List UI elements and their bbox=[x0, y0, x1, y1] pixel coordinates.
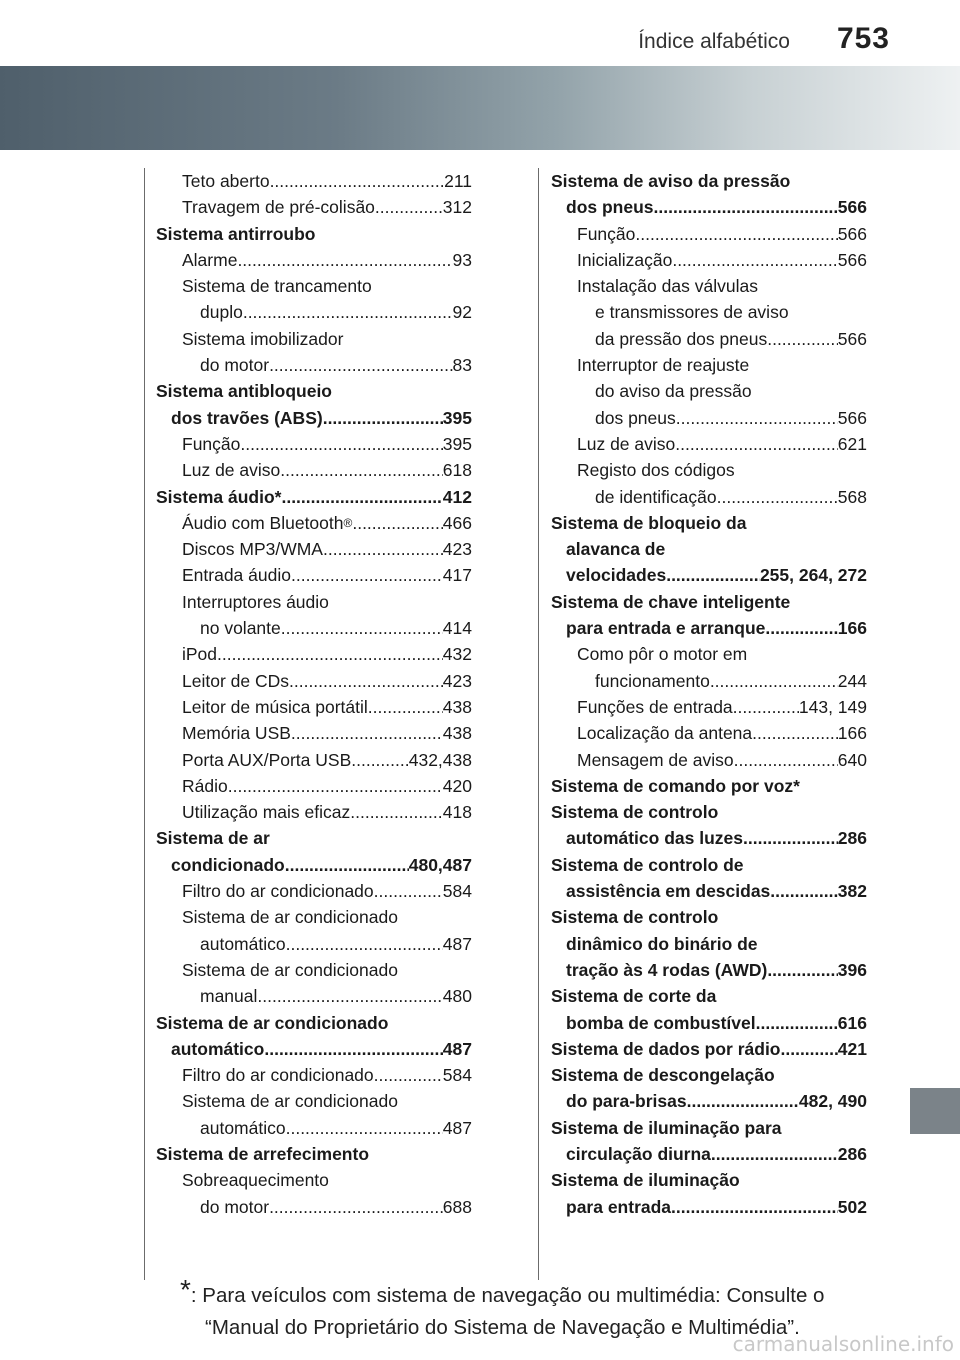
index-entry-page: 480 bbox=[442, 986, 472, 1007]
index-entry bbox=[551, 957, 867, 983]
index-entry bbox=[551, 1167, 867, 1193]
index-entry-page: 286 bbox=[837, 1143, 867, 1164]
index-entry bbox=[551, 562, 867, 588]
index-entry-label: Interruptor de reajuste bbox=[577, 355, 750, 376]
index-entry-label: Localização da antena bbox=[577, 723, 753, 744]
index-entry-label: Como pôr o motor em bbox=[577, 644, 748, 665]
header-banner bbox=[0, 66, 960, 150]
index-entry-label: para entrada e arranque bbox=[566, 618, 766, 639]
index-entry bbox=[551, 931, 867, 957]
index-entry-page: 432 bbox=[442, 644, 472, 665]
index-entry-label: Sistema de ar condicionado bbox=[156, 1012, 389, 1033]
index-entry-label: Sistema de aviso da pressão bbox=[551, 171, 791, 191]
index-entry-page: 396 bbox=[837, 959, 867, 980]
section-title: Índice alfabético bbox=[638, 30, 790, 53]
index-entry-label: Porta AUX/Porta USB bbox=[182, 749, 352, 770]
dot-leader bbox=[257, 983, 442, 1009]
index-entry-label: do motor bbox=[200, 355, 270, 376]
index-entry bbox=[156, 510, 472, 536]
footnote-line-1: : Para veículos com sistema de navegação ou multimédia: Consulte o bbox=[190, 1284, 825, 1307]
dot-leader bbox=[291, 562, 443, 588]
index-entry-label: Sistema de ar condicionado bbox=[182, 1091, 398, 1112]
index-entry-page: 420 bbox=[442, 775, 472, 796]
dot-leader bbox=[281, 484, 442, 510]
dot-leader bbox=[264, 1036, 442, 1062]
dot-leader bbox=[285, 852, 409, 878]
index-entry-page: 395 bbox=[442, 407, 472, 428]
index-entry-label: duplo bbox=[200, 302, 243, 323]
dot-leader bbox=[280, 457, 443, 483]
index-entry bbox=[156, 431, 472, 457]
index-entry-label: Sistema de controlo bbox=[551, 802, 719, 823]
index-entry-label: Sistema de ar bbox=[156, 828, 270, 849]
index-entry-page: 166 bbox=[837, 723, 867, 744]
index-entry bbox=[551, 221, 867, 247]
index-entry-label: Áudio com Bluetooth bbox=[182, 512, 344, 533]
index-entry bbox=[156, 536, 472, 562]
index-entry-page: 688 bbox=[442, 1196, 472, 1217]
index-entry-page: 566 bbox=[837, 223, 867, 244]
index-entry bbox=[551, 1088, 867, 1114]
dot-leader bbox=[374, 878, 443, 904]
watermark-text: carmanualsonline.info bbox=[732, 1332, 954, 1356]
index-entry-label: do para-brisas bbox=[566, 1091, 687, 1112]
index-entry bbox=[156, 641, 472, 667]
dot-leader bbox=[270, 168, 445, 194]
index-entry bbox=[551, 457, 867, 483]
index-entry bbox=[156, 904, 472, 930]
index-entry bbox=[156, 221, 472, 247]
index-entry bbox=[551, 378, 867, 404]
dot-leader bbox=[269, 352, 452, 378]
dot-leader bbox=[240, 431, 442, 457]
index-entry-label: Teto aberto bbox=[182, 171, 270, 191]
dot-leader bbox=[281, 615, 443, 641]
index-entry-label: Discos MP3/WMA bbox=[182, 539, 323, 560]
index-entry-page: 312 bbox=[442, 197, 472, 218]
index-entry-label: Mensagem de aviso bbox=[577, 749, 734, 770]
index-entry bbox=[156, 799, 472, 825]
index-entry-label: Sistema de comando por voz* bbox=[551, 775, 800, 796]
dot-leader bbox=[654, 194, 838, 220]
index-entry-page: 143, 149 bbox=[798, 696, 867, 717]
index-entry-page: 621 bbox=[837, 433, 867, 454]
index-entry bbox=[156, 694, 472, 720]
index-entry-label: assistência em descidas bbox=[566, 881, 771, 902]
index-entry-label: funcionamento bbox=[595, 670, 710, 691]
dot-leader bbox=[743, 825, 838, 851]
index-entry bbox=[156, 1036, 472, 1062]
index-entry-page: 466 bbox=[442, 512, 472, 533]
dot-leader bbox=[635, 221, 837, 247]
dot-leader bbox=[286, 931, 443, 957]
index-entry-label: Luz de aviso bbox=[577, 433, 676, 454]
dot-leader bbox=[676, 405, 838, 431]
index-entry-label: Sistema de bloqueio da bbox=[551, 512, 747, 533]
index-entry-label: Memória USB bbox=[182, 723, 291, 744]
index-entry-label: Leitor de CDs bbox=[182, 670, 289, 691]
index-entry bbox=[156, 747, 472, 773]
index-entry-page: 616 bbox=[837, 1012, 867, 1033]
index-entry bbox=[551, 273, 867, 299]
index-entry-label: Sistema de controlo de bbox=[551, 854, 744, 875]
index-entry bbox=[156, 352, 472, 378]
index-entry-label: Sistema de descongelação bbox=[551, 1065, 775, 1086]
index-entry-label: Sistema de controlo bbox=[551, 907, 719, 928]
index-entry-page: 566 bbox=[837, 328, 867, 349]
dot-leader bbox=[291, 720, 443, 746]
index-entry-page: 584 bbox=[442, 881, 472, 902]
index-entry-label: no volante bbox=[200, 618, 281, 639]
index-entry bbox=[551, 431, 867, 457]
index-entry bbox=[551, 1062, 867, 1088]
page-header bbox=[0, 0, 960, 64]
index-entry bbox=[551, 641, 867, 667]
dot-leader bbox=[687, 1088, 799, 1114]
index-entry bbox=[156, 1194, 472, 1220]
index-entry bbox=[551, 1036, 867, 1062]
index-entry bbox=[156, 1167, 472, 1193]
index-entry-label: Função bbox=[182, 433, 241, 454]
dot-leader bbox=[217, 641, 443, 667]
index-entry-label: dos travões (ABS) bbox=[171, 407, 323, 428]
index-entry-label: de identificação bbox=[595, 486, 717, 507]
index-entry-page: 244 bbox=[837, 670, 867, 691]
dot-leader bbox=[228, 773, 443, 799]
index-entry-page: 417 bbox=[442, 565, 472, 586]
index-entry bbox=[551, 1115, 867, 1141]
index-entry bbox=[156, 720, 472, 746]
index-entry-page: 584 bbox=[442, 1065, 472, 1086]
index-entry bbox=[156, 615, 472, 641]
dot-leader bbox=[781, 1036, 838, 1062]
index-entry bbox=[551, 536, 867, 562]
index-entry bbox=[156, 668, 472, 694]
index-entry bbox=[551, 668, 867, 694]
index-entry-page: 255, 264, 272 bbox=[759, 565, 867, 586]
index-entry-page: 487 bbox=[442, 1038, 472, 1059]
index-entry-label: Instalação das válvulas bbox=[577, 276, 758, 297]
dot-leader bbox=[368, 694, 443, 720]
index-entry bbox=[551, 326, 867, 352]
index-entry-page: 418 bbox=[442, 802, 472, 823]
index-entry bbox=[156, 1088, 472, 1114]
index-entry-page: 487 bbox=[442, 933, 472, 954]
index-entry-page: 211 bbox=[444, 171, 472, 191]
index-entry bbox=[156, 168, 472, 194]
index-entry bbox=[551, 484, 867, 510]
index-entry bbox=[551, 299, 867, 325]
dot-leader bbox=[733, 694, 799, 720]
index-entry bbox=[551, 747, 867, 773]
index-entry-page: 421 bbox=[837, 1038, 867, 1059]
index-entry-label: Sistema de ar condicionado bbox=[182, 907, 398, 928]
index-entry bbox=[156, 457, 472, 483]
index-entry bbox=[156, 589, 472, 615]
index-entry bbox=[156, 405, 472, 431]
index-entry-page: 395 bbox=[442, 433, 472, 454]
index-entry bbox=[156, 983, 472, 1009]
index-entry-label: automático das luzes bbox=[566, 828, 743, 849]
index-entry bbox=[156, 484, 472, 510]
index-entry-label: para entrada bbox=[566, 1196, 672, 1217]
index-column-left bbox=[156, 168, 472, 1220]
index-entry bbox=[551, 589, 867, 615]
index-entry-label: Sistema imobilizador bbox=[182, 328, 344, 349]
index-entry-label: automático bbox=[200, 933, 286, 954]
footnote-line-2: “Manual do Proprietário do Sistema de Navegação e Multimédia”. bbox=[205, 1316, 800, 1339]
dot-leader bbox=[286, 1115, 443, 1141]
index-entry bbox=[551, 825, 867, 851]
index-entry-page: 566 bbox=[837, 197, 867, 218]
index-entry-label: Sobreaquecimento bbox=[182, 1170, 329, 1191]
index-entry-label: Sistema de iluminação para bbox=[551, 1117, 782, 1138]
index-entry-page: 166 bbox=[837, 618, 867, 639]
index-entry-label: circulação diurna bbox=[566, 1143, 711, 1164]
index-entry-label: manual bbox=[200, 986, 258, 1007]
index-entry bbox=[156, 878, 472, 904]
dot-leader bbox=[323, 536, 443, 562]
dot-leader bbox=[765, 615, 837, 641]
index-entry-page: 487 bbox=[442, 1117, 472, 1138]
index-column-right bbox=[551, 168, 867, 1220]
index-entry bbox=[551, 720, 867, 746]
index-entry-label: Travagem de pré-colisão bbox=[182, 197, 375, 218]
dot-leader bbox=[323, 405, 443, 431]
index-entry-label: Sistema de iluminação bbox=[551, 1170, 740, 1191]
dot-leader bbox=[289, 668, 443, 694]
dot-leader bbox=[752, 720, 838, 746]
index-entry bbox=[551, 904, 867, 930]
index-entry bbox=[156, 1010, 472, 1036]
dot-leader bbox=[350, 799, 443, 825]
index-entry bbox=[156, 273, 472, 299]
index-entry-page: 286 bbox=[837, 828, 867, 849]
index-entry bbox=[551, 983, 867, 1009]
index-entry-label: bomba de combustível bbox=[566, 1012, 756, 1033]
dot-leader bbox=[675, 431, 838, 457]
index-entry-page: 480,487 bbox=[408, 854, 472, 875]
index-entry-label: Sistema áudio* bbox=[156, 486, 282, 507]
index-entry-label: Sistema antirroubo bbox=[156, 223, 316, 244]
index-entry-label: do aviso da pressão bbox=[595, 381, 752, 402]
index-entry bbox=[156, 194, 472, 220]
index-entry bbox=[156, 852, 472, 878]
index-entry-page: 412 bbox=[442, 486, 472, 507]
index-entry-label: Sistema antibloqueio bbox=[156, 381, 332, 402]
index-entry-label: Sistema de corte da bbox=[551, 986, 717, 1007]
dot-leader bbox=[243, 299, 453, 325]
left-column-rule bbox=[144, 168, 145, 1280]
index-entry-page: 83 bbox=[452, 355, 472, 376]
index-entry-label: e transmissores de aviso bbox=[595, 302, 789, 323]
dot-leader bbox=[666, 562, 760, 588]
index-entry-label: da pressão dos pneus bbox=[595, 328, 768, 349]
index-entry-page: 568 bbox=[837, 486, 867, 507]
index-entry bbox=[156, 1115, 472, 1141]
index-entry-page: 438 bbox=[442, 723, 472, 744]
index-entry-page: 382 bbox=[837, 881, 867, 902]
index-entry bbox=[551, 878, 867, 904]
footnote-marker: * bbox=[180, 1274, 191, 1305]
index-entry-label: dos pneus bbox=[566, 197, 654, 218]
index-entry-page: 640 bbox=[837, 749, 867, 770]
dot-leader bbox=[711, 1141, 838, 1167]
index-entry-page: 423 bbox=[442, 539, 472, 560]
dot-leader bbox=[734, 747, 838, 773]
index-entry-label: iPod bbox=[182, 644, 218, 665]
index-entry bbox=[156, 378, 472, 404]
dot-leader bbox=[269, 1194, 443, 1220]
index-entry bbox=[551, 405, 867, 431]
index-entry-label: automático bbox=[171, 1038, 265, 1059]
page-number: 753 bbox=[836, 22, 890, 55]
index-entry-label: Inicialização bbox=[577, 249, 673, 270]
index-entry-page: 502 bbox=[837, 1196, 867, 1217]
index-entry bbox=[551, 615, 867, 641]
index-entry-label: dos pneus bbox=[595, 407, 676, 428]
index-entry bbox=[156, 247, 472, 273]
dot-leader bbox=[375, 194, 443, 220]
index-entry bbox=[156, 931, 472, 957]
index-entry-page: 423 bbox=[442, 670, 472, 691]
index-entry bbox=[156, 957, 472, 983]
index-entry-page: 432,438 bbox=[408, 749, 472, 770]
index-entry bbox=[551, 799, 867, 825]
index-entry bbox=[156, 1141, 472, 1167]
index-entry bbox=[551, 1010, 867, 1036]
dot-leader bbox=[717, 484, 838, 510]
middle-column-rule bbox=[538, 168, 539, 1280]
index-entry bbox=[156, 562, 472, 588]
index-entry bbox=[551, 1141, 867, 1167]
dot-leader bbox=[770, 878, 838, 904]
registered-mark: ® bbox=[343, 515, 353, 530]
index-entry-label: Entrada áudio bbox=[182, 565, 291, 586]
dot-leader bbox=[671, 1194, 838, 1220]
section-tab-marker bbox=[910, 1088, 960, 1134]
index-entry-label: Interruptores áudio bbox=[182, 591, 329, 612]
index-entry-label: condicionado bbox=[171, 854, 285, 875]
dot-leader bbox=[672, 247, 837, 273]
index-entry-label: Alarme bbox=[182, 249, 238, 270]
index-entry-label: Sistema de ar condicionado bbox=[182, 959, 398, 980]
index-entry-page: 438 bbox=[442, 696, 472, 717]
index-entry-page: 92 bbox=[452, 302, 472, 323]
index-entry bbox=[551, 168, 867, 194]
index-entry bbox=[156, 299, 472, 325]
dot-leader bbox=[756, 1010, 838, 1036]
index-entry-label: Rádio bbox=[182, 775, 228, 796]
index-entry-page: 93 bbox=[452, 249, 472, 270]
index-entry bbox=[551, 247, 867, 273]
dot-leader bbox=[710, 668, 838, 694]
index-entry-label: velocidades bbox=[566, 565, 667, 586]
index-entry-label: Sistema de trancamento bbox=[182, 276, 372, 297]
index-entry-label: Filtro do ar condicionado bbox=[182, 881, 374, 902]
index-entry-label: Sistema de arrefecimento bbox=[156, 1143, 370, 1164]
index-entry-page: 482, 490 bbox=[798, 1091, 867, 1112]
index-entry-label: alavanca de bbox=[566, 539, 666, 560]
index-entry-label: Funções de entrada bbox=[577, 696, 733, 717]
index-entry bbox=[156, 1062, 472, 1088]
index-entry-label: tração às 4 rodas (AWD) bbox=[566, 959, 768, 980]
index-entry bbox=[551, 510, 867, 536]
index-entry bbox=[551, 773, 867, 799]
index-entry bbox=[551, 852, 867, 878]
index-entry-page: 566 bbox=[837, 249, 867, 270]
index-entry bbox=[551, 1194, 867, 1220]
index-entry bbox=[551, 352, 867, 378]
index-entry bbox=[156, 773, 472, 799]
dot-leader bbox=[374, 1062, 443, 1088]
index-entry-page: 566 bbox=[837, 407, 867, 428]
dot-leader bbox=[352, 510, 442, 536]
index-entry-label: Utilização mais eficaz bbox=[182, 802, 351, 823]
index-entry-label: Sistema de dados por rádio bbox=[551, 1038, 781, 1059]
dot-leader bbox=[351, 747, 408, 773]
index-entry-label: Luz de aviso bbox=[182, 460, 281, 481]
index-entry-label: Registo dos códigos bbox=[577, 460, 735, 481]
index-entry bbox=[156, 326, 472, 352]
dot-leader bbox=[237, 247, 452, 273]
index-entry-label: automático bbox=[200, 1117, 286, 1138]
index-entry-label: dinâmico do binário de bbox=[566, 933, 758, 954]
index-entry-label: Sistema de chave inteligente bbox=[551, 591, 791, 612]
index-entry-label: Leitor de música portátil bbox=[182, 696, 368, 717]
index-entry bbox=[156, 825, 472, 851]
dot-leader bbox=[767, 326, 838, 352]
index-entry bbox=[551, 194, 867, 220]
index-entry-label: do motor bbox=[200, 1196, 270, 1217]
index-entry-page: 414 bbox=[442, 618, 472, 639]
index-entry bbox=[551, 694, 867, 720]
index-entry-label: Filtro do ar condicionado bbox=[182, 1065, 374, 1086]
dot-leader bbox=[767, 957, 837, 983]
index-entry-label: Função bbox=[577, 223, 636, 244]
index-entry-page: 618 bbox=[442, 460, 472, 481]
